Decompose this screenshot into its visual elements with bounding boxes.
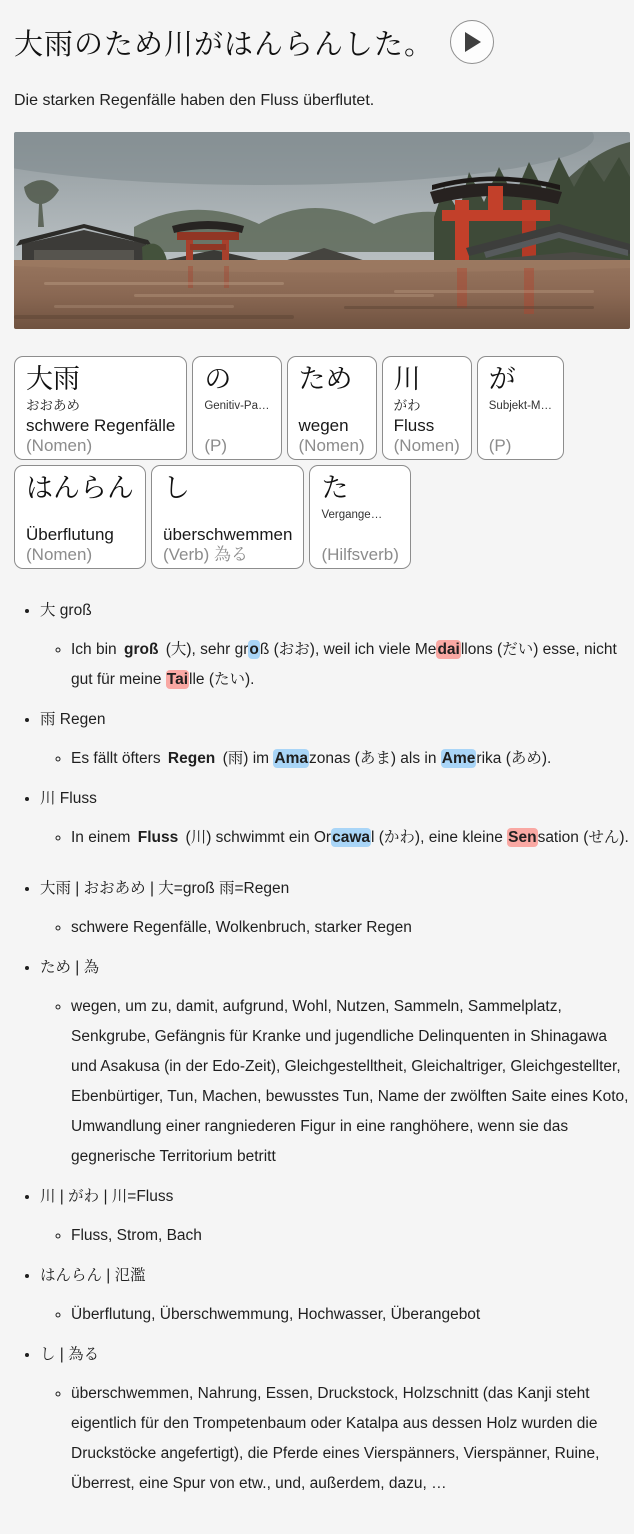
card-meaning [321, 524, 398, 545]
vocab-head: • し | 為る [40, 1346, 100, 1363]
play-icon [462, 31, 482, 53]
list-item [40, 789, 629, 853]
list-item [40, 958, 629, 1172]
vocab-definition: ◦ schwere Regenfälle, Wolkenbruch, starker Regen [71, 913, 629, 943]
word-card-shi[interactable] [151, 465, 304, 569]
card-word: た [321, 473, 349, 503]
card-reading [299, 397, 365, 415]
card-description: Vergange… [321, 509, 383, 521]
vocab-definition: ◦ überschwemmen, Nahrung, Essen, Druckstock, Holzschnitt (das Kanji steht eigentlich für den Trompetenbaum oder Katalpa aus dessen Holz wurden die Druckstöcke angefertigt), die Pferde eines Vierspänners, Vierspänner, Ruine, Überrest, eine Spur von etw., und, außerdem, dazu, … [71, 1379, 629, 1499]
list-item [40, 1266, 629, 1330]
word-card-list [14, 356, 624, 569]
card-pos: (Nomen) [298, 436, 365, 455]
vocab-definition: ◦ Überflutung, Überschwemmung, Hochwasser, Überangebot [71, 1300, 629, 1330]
card-word: 川 [393, 364, 421, 394]
word-card-kawa[interactable] [382, 356, 472, 460]
card-pos: (Verb) 為る [163, 545, 249, 564]
card-meaning: schwere Regenfälle [26, 416, 176, 435]
word-card-hanran[interactable] [14, 465, 146, 569]
word-card-ooame[interactable] [14, 356, 187, 460]
list-item [40, 710, 629, 774]
card-meaning: überschwemmen [163, 525, 293, 544]
vocab-definition: ◦ Fluss, Strom, Bach [71, 1221, 629, 1251]
vocab-head: • はんらん | 氾濫 [40, 1267, 146, 1284]
card-pos: (Nomen) [393, 436, 460, 455]
vocab-list [14, 879, 629, 1499]
card-word: が [488, 364, 516, 394]
mnemonic-sentence: ◦ Es fällt öfters Regen (雨) im Amazonas (あま) als in Amerika (あめ). [71, 744, 629, 774]
word-card-ga[interactable] [477, 356, 564, 460]
word-card-no[interactable] [192, 356, 281, 460]
card-reading: がわ [393, 398, 421, 413]
card-description: Genitiv-Pa… [204, 400, 270, 412]
card-word: 大雨 [26, 364, 80, 394]
sentence-title: 大雨のため川がはんらんした。 [14, 28, 435, 61]
list-item [40, 601, 629, 695]
card-meaning [204, 415, 269, 436]
card-meaning [489, 415, 552, 436]
vocab-definition: ◦ wegen, um zu, damit, aufgrund, Wohl, Nutzen, Sammeln, Sammelplatz, Senkgrube, Gefängnis für Kranke und jugendliche Delinquenten in Shinagawa und Asakusa (in der Edo-Zeit), Gleichgestelltheit, Gleichaltriger, Gleichgestellter, Ebenbürtiger, Tun, Machen, bewusstes Tun, Name der zwölften Saite eines Koto, Umwandlung einer rangniederen Figur in eine ranghöhere, wenn sie das gegnerische Territorium betritt [71, 992, 629, 1172]
card-word: ため [298, 364, 353, 394]
list-item [40, 1187, 629, 1251]
vocab-head: • 大雨 | おおあめ | 大=groß 雨=Regen [40, 880, 290, 897]
notes-section [14, 601, 629, 1499]
kanji-head: • 大 groß [40, 602, 92, 619]
card-pos: (Nomen) [26, 436, 93, 455]
card-description: Subjekt-M… [488, 400, 553, 412]
word-card-tame[interactable] [287, 356, 377, 460]
mnemonic-sentence: ◦ In einem Fluss (川) schwimmt ein Orcawal (かわ), eine kleine Sensation (せん). [71, 823, 629, 853]
card-reading: おおあめ [26, 398, 80, 413]
card-meaning: wegen [298, 416, 349, 435]
list-item [40, 879, 629, 943]
flood-scene-photo [14, 132, 630, 329]
kanji-head: • 川 Fluss [40, 790, 97, 807]
card-reading [163, 506, 292, 524]
card-reading [26, 506, 134, 524]
card-meaning: Fluss [393, 416, 435, 435]
mnemonic-sentence: ◦ Ich bin groß (大), sehr groß (おお), weil ich viele Medaillons (だい) esse, nicht gut für meine Taille (たい). [71, 635, 629, 695]
kanji-head: • 雨 Regen [40, 711, 106, 728]
card-pos: (Hilfsverb) [321, 545, 399, 564]
word-card-ta[interactable] [309, 465, 410, 569]
card-word: はんらん [26, 473, 134, 503]
card-pos: (P) [488, 436, 512, 455]
card-word: の [204, 364, 232, 394]
card-pos: (Nomen) [26, 545, 93, 564]
german-translation: Die starken Regenfälle haben den Fluss überflutet. [14, 92, 375, 109]
mnemonics-list [14, 601, 629, 853]
header [14, 20, 629, 64]
card-meaning: Überflutung [26, 525, 114, 544]
list-item [40, 1345, 629, 1499]
card-word: し [163, 473, 190, 503]
vocab-head: • ため | 為 [40, 959, 100, 976]
play-audio-button[interactable] [450, 20, 494, 64]
vocab-head: • 川 | がわ | 川=Fluss [40, 1188, 174, 1205]
card-pos: (P) [204, 436, 227, 455]
